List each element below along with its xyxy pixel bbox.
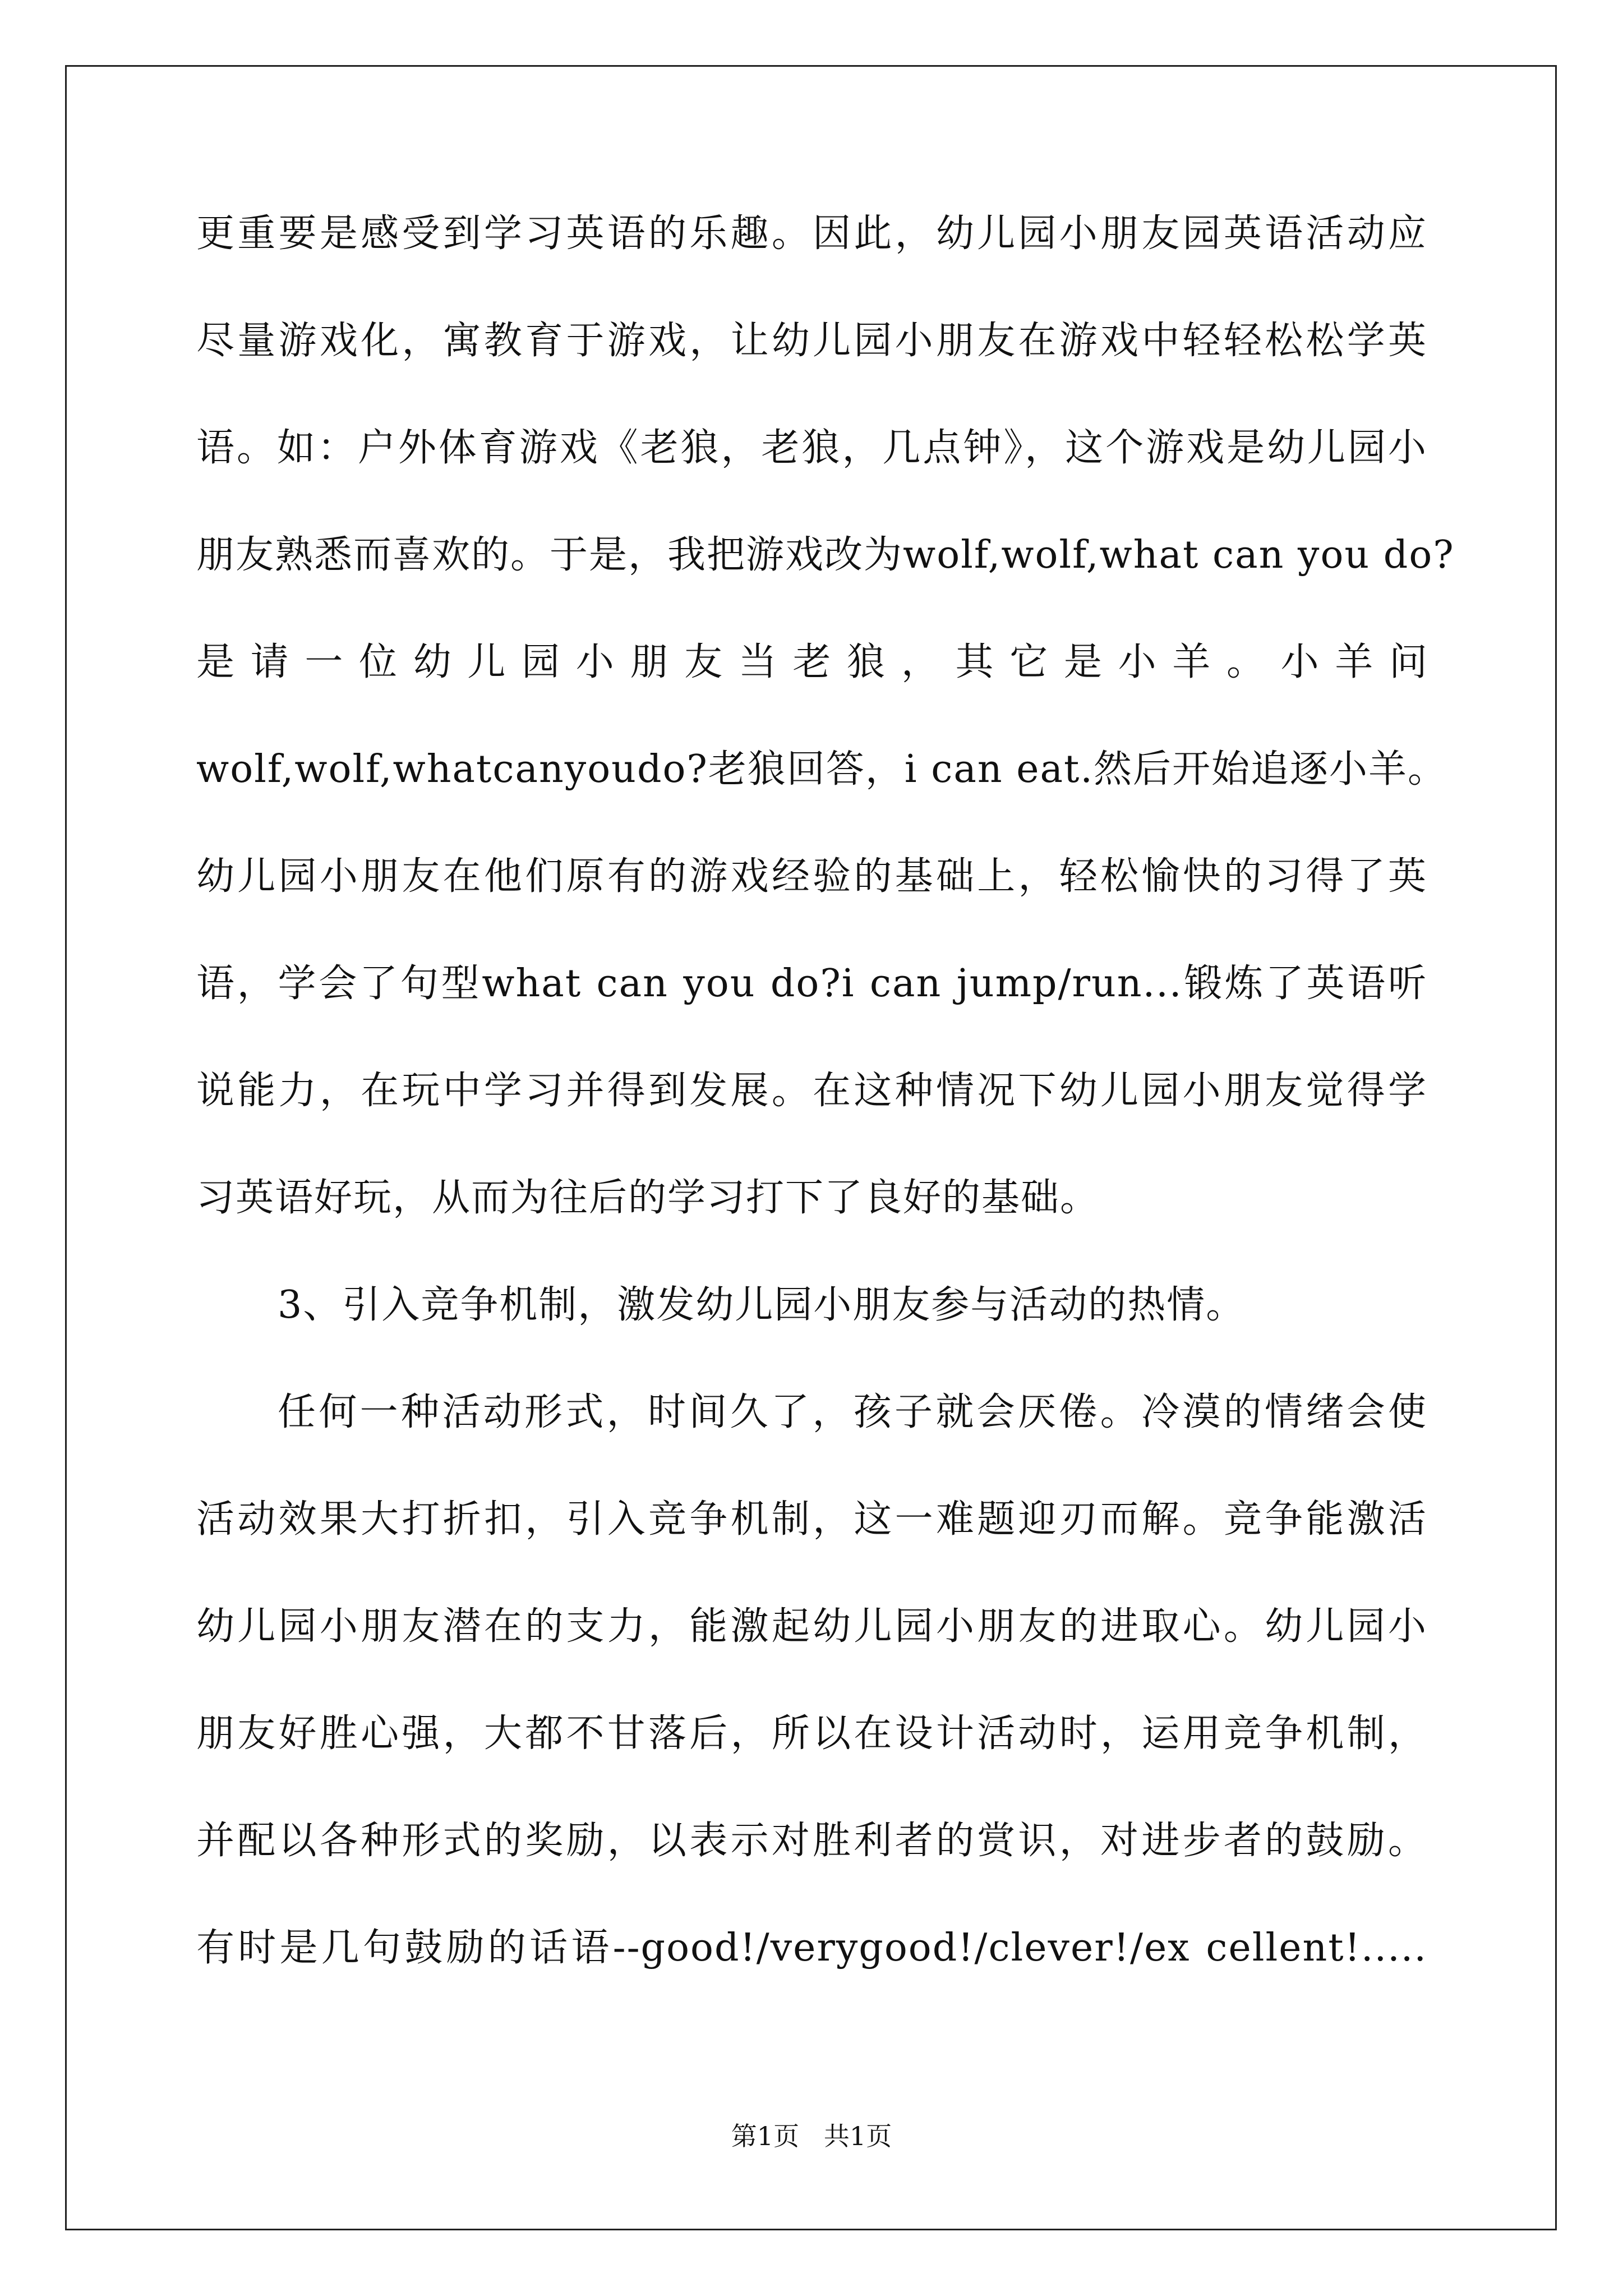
text-line: 语。如：户外体育游戏《老狼，老狼，几点钟》，这个游戏是幼儿园小 bbox=[196, 426, 1427, 470]
text-line: 并配以各种形式的奖励，以表示对胜利者的赏识，对进步者的鼓励。 bbox=[196, 1819, 1427, 1863]
text-line: 更重要是感受到学习英语的乐趣。因此，幼儿园小朋友园英语活动应 bbox=[196, 211, 1427, 256]
text-line: 尽量游戏化，寓教育于游戏，让幼儿园小朋友在游戏中轻轻松松学英 bbox=[196, 319, 1427, 363]
text-line: 说能力，在玩中学习并得到发展。在这种情况下幼儿园小朋友觉得学 bbox=[196, 1069, 1427, 1113]
text-line: 任何一种活动形式，时间久了，孩子就会厌倦。冷漠的情绪会使 bbox=[278, 1390, 1427, 1434]
section-heading: 3、引入竞争机制，激发幼儿园小朋友参与活动的热情。 bbox=[278, 1283, 1246, 1327]
text-line: 幼儿园小朋友在他们原有的游戏经验的基础上，轻松愉快的习得了英 bbox=[196, 854, 1427, 899]
text-line: 朋友熟悉而喜欢的。于是，我把游戏改为wolf,wolf,what can you do? bbox=[196, 533, 1455, 577]
page-border bbox=[65, 65, 1557, 2230]
text-line: 活动效果大打折扣，引入竞争机制，这一难题迎刃而解。竞争能激活 bbox=[196, 1497, 1427, 1542]
text-line: wolf,wolf,whatcanyoudo?老狼回答，i can eat.然后开始追逐小羊。 bbox=[196, 747, 1447, 792]
text-line: 语，学会了句型what can you do?i can jump/run...锻炼了英语听 bbox=[196, 961, 1427, 1006]
text-line: 幼儿园小朋友潜在的支力，能激起幼儿园小朋友的进取心。幼儿园小 bbox=[196, 1604, 1427, 1649]
text-line: 是请一位幼儿园小朋友当老狼，其它是小羊。小羊问 bbox=[196, 640, 1427, 684]
page-number-footer: 第1页 共1页 bbox=[731, 2121, 892, 2151]
text-line: 有时是几句鼓励的话语--good!/verygood!/clever!/ex cellent!..... bbox=[196, 1926, 1427, 1970]
text-line: 朋友好胜心强，大都不甘落后，所以在设计活动时，运用竞争机制， bbox=[196, 1711, 1427, 1756]
text-line: 习英语好玩，从而为往后的学习打下了良好的基础。 bbox=[196, 1176, 1100, 1220]
